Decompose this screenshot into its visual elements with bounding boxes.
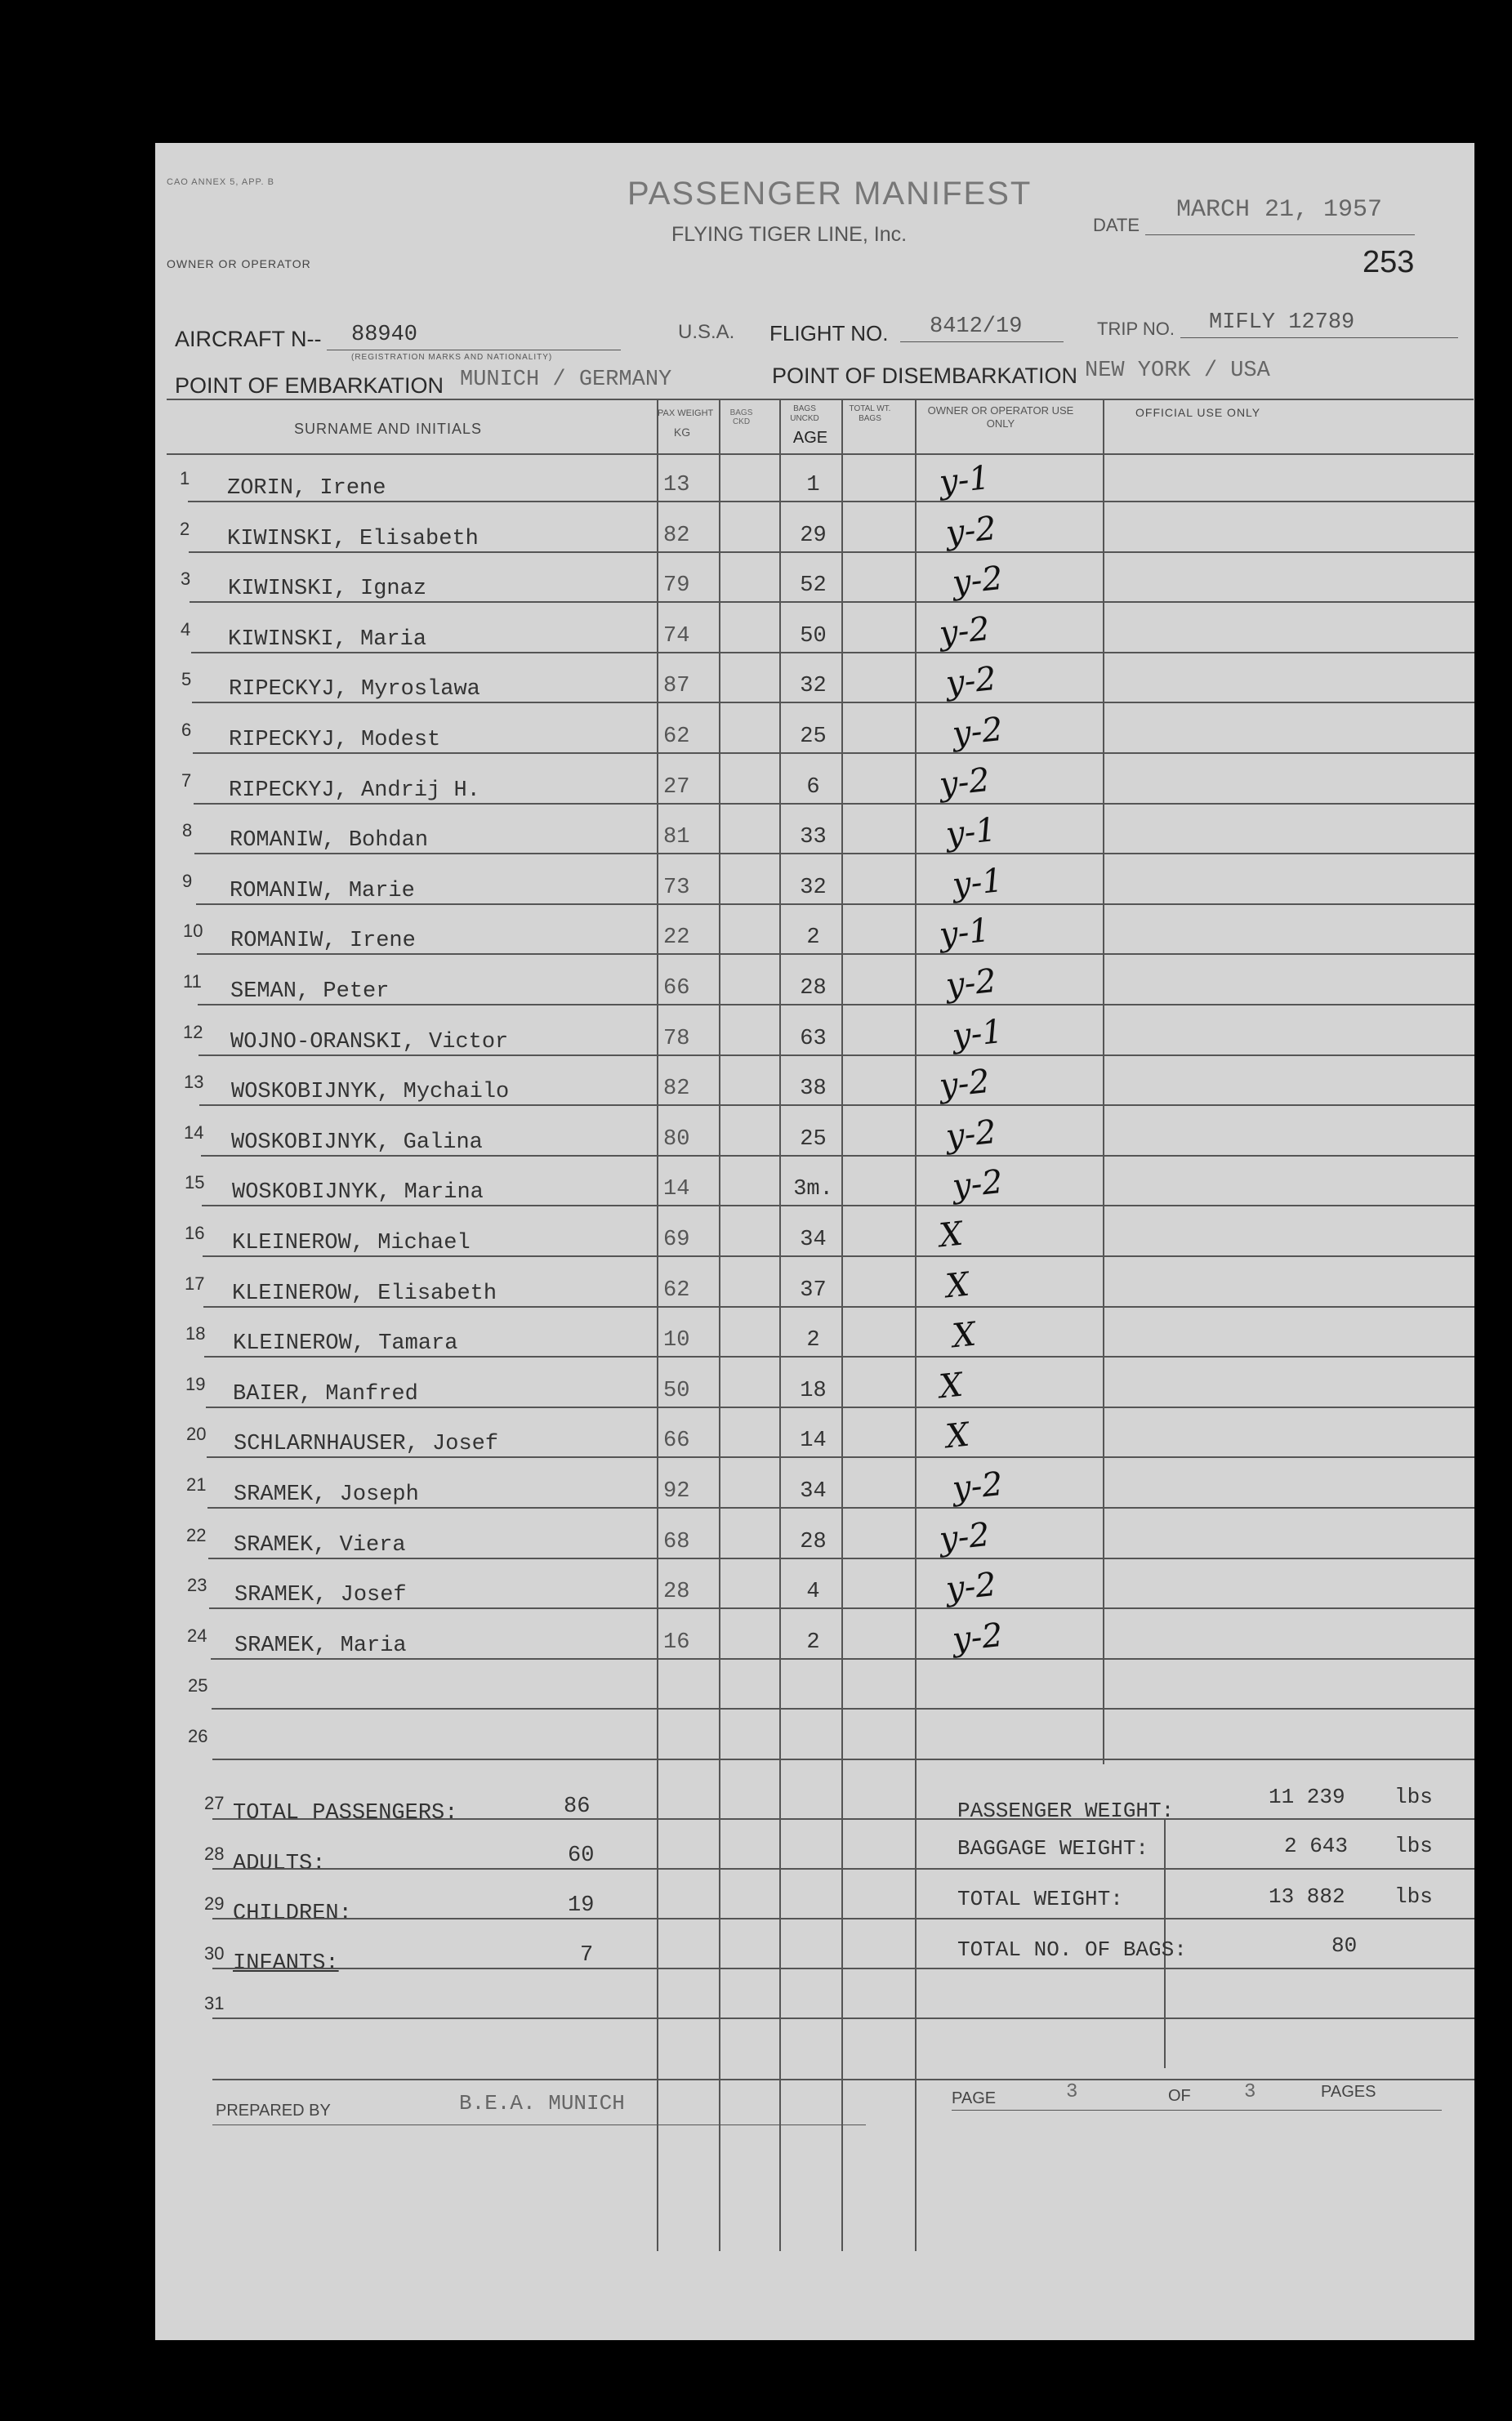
date-label: DATE [1093, 215, 1140, 235]
passenger-weight-unit: lbs [1394, 1785, 1433, 1809]
baggage-weight-unit: lbs [1394, 1834, 1433, 1858]
row-number: 21 [186, 1474, 207, 1495]
handwritten-check: y-2 [950, 1162, 1005, 1206]
passenger-name: WOSKOBIJNYK, Mychailo [231, 1080, 510, 1104]
row-number: 19 [185, 1374, 206, 1394]
passenger-name: KIWINSKI, Ignaz [228, 577, 427, 601]
passenger-age: 32 [800, 674, 827, 698]
row-number: 8 [182, 820, 193, 840]
passenger-weight: 87 [663, 674, 690, 698]
passenger-age: 28 [800, 1530, 827, 1554]
embarkation-value: MUNICH / GERMANY [460, 368, 672, 392]
passenger-name: KLEINEROW, Elisabeth [232, 1282, 497, 1306]
passenger-name: SRAMEK, Maria [234, 1634, 407, 1658]
total-passengers-value: 86 [564, 1795, 591, 1819]
passenger-age: 63 [800, 1027, 827, 1051]
manifest-page [155, 143, 1474, 2340]
total-weight-unit: lbs [1394, 1884, 1433, 1909]
passenger-name: ZORIN, Irene [227, 476, 386, 501]
passenger-age: 52 [800, 573, 827, 598]
handwritten-check: y-2 [950, 1616, 1005, 1660]
row-number: 6 [181, 720, 192, 740]
row-number: 29 [204, 1893, 225, 1914]
flight-number: 8412/19 [930, 314, 1023, 339]
passenger-age: 2 [806, 1630, 820, 1655]
disembarkation-value: NEW YORK / USA [1085, 359, 1270, 383]
passenger-weight: 66 [663, 1429, 690, 1453]
passenger-weight: 78 [663, 1027, 690, 1051]
passenger-age: 33 [800, 825, 827, 849]
handwritten-check: y-2 [937, 760, 992, 805]
handwritten-check: y-1 [937, 911, 992, 955]
passenger-name: SEMAN, Peter [230, 979, 390, 1004]
passenger-weight: 50 [663, 1379, 690, 1403]
row-number: 22 [186, 1525, 207, 1545]
page-number: 253 [1363, 245, 1415, 279]
passenger-weight: 16 [663, 1630, 690, 1655]
handwritten-check: y-1 [950, 861, 1005, 905]
children-label: CHILDREN: [233, 1902, 352, 1926]
row-number: 11 [183, 971, 202, 992]
row-number: 24 [187, 1625, 207, 1646]
passenger-age: 3m. [793, 1177, 833, 1202]
passenger-weight: 79 [663, 573, 690, 598]
passenger-name: WOSKOBIJNYK, Marina [232, 1180, 484, 1205]
passenger-name: WOJNO-ORANSKI, Victor [230, 1030, 509, 1054]
row-number: 9 [182, 871, 193, 891]
handwritten-check: y-2 [950, 559, 1005, 603]
handwritten-check: y-2 [937, 1062, 992, 1106]
handwritten-check: y-1 [937, 458, 992, 502]
row-number: 18 [185, 1323, 206, 1344]
col-owner-use: OWNER OR OPERATOR USE ONLY [927, 404, 1074, 430]
row-number: 14 [184, 1122, 204, 1143]
passenger-age: 14 [800, 1429, 827, 1453]
handwritten-check: y-2 [943, 1112, 998, 1157]
col-pax-weight-unit: KG [673, 426, 691, 439]
passenger-name: SRAMEK, Joseph [234, 1482, 419, 1507]
row-number: 28 [204, 1844, 225, 1864]
col-official-use: OFFICIAL USE ONLY [1135, 406, 1261, 419]
total-weight-label: TOTAL WEIGHT: [957, 1887, 1123, 1911]
infants-label: INFANTS: [233, 1951, 339, 1976]
passenger-weight: 73 [663, 876, 690, 900]
total-bags-value: 80 [1331, 1933, 1358, 1958]
handwritten-check: y-2 [943, 1565, 998, 1609]
embarkation-label: POINT OF EMBARKATION [175, 373, 444, 398]
handwritten-check: X [950, 1315, 978, 1356]
passenger-weight: 14 [663, 1177, 690, 1202]
passenger-weight: 82 [663, 524, 690, 548]
passenger-name: RIPECKYJ, Andrij H. [229, 778, 480, 803]
passenger-age: 2 [806, 1328, 820, 1353]
handwritten-check: y-2 [943, 659, 998, 703]
total-bags-label: TOTAL NO. OF BAGS: [957, 1937, 1187, 1962]
passenger-age: 25 [800, 725, 827, 749]
registration-note: (REGISTRATION MARKS AND NATIONALITY) [351, 353, 553, 362]
passenger-weight: 27 [663, 775, 690, 800]
row-number: 2 [180, 519, 190, 539]
col-surname: SURNAME AND INITIALS [294, 421, 483, 437]
handwritten-check: y-1 [950, 1012, 1005, 1056]
passenger-age: 37 [800, 1278, 827, 1303]
col-bags-ckd: BAGS CKD [729, 408, 753, 426]
passenger-age: 6 [806, 775, 820, 800]
usa-label: U.S.A. [678, 321, 735, 343]
passenger-age: 34 [800, 1479, 827, 1504]
passenger-age: 32 [800, 876, 827, 900]
passenger-name: KLEINEROW, Michael [232, 1231, 471, 1255]
row-number: 1 [180, 468, 190, 488]
handwritten-check: y-2 [943, 509, 998, 553]
handwritten-check: y-2 [937, 609, 992, 653]
col-age: AGE [792, 429, 828, 447]
passenger-name: KLEINEROW, Tamara [233, 1331, 458, 1356]
trip-number: MIFLY 12789 [1209, 310, 1355, 335]
handwritten-check: y-1 [943, 810, 998, 854]
row-number: 16 [185, 1223, 205, 1243]
aircraft-label: AIRCRAFT N-- [175, 327, 322, 351]
baggage-weight-value: 2 643 [1284, 1834, 1349, 1858]
passenger-weight: 10 [663, 1328, 690, 1353]
handwritten-check: X [943, 1416, 971, 1456]
page-total: 3 [1244, 2081, 1256, 2103]
passenger-weight: 62 [663, 1278, 690, 1303]
page-current: 3 [1066, 2081, 1078, 2103]
row-number: 31 [204, 1993, 225, 2013]
total-weight-value: 13 882 [1269, 1884, 1345, 1909]
passenger-weight: 28 [663, 1580, 690, 1604]
passenger-name: SRAMEK, Viera [234, 1533, 406, 1558]
passenger-weight: 68 [663, 1530, 690, 1554]
passenger-weight: 22 [663, 925, 690, 950]
passenger-age: 38 [800, 1077, 827, 1101]
passenger-weight: 82 [663, 1077, 690, 1101]
row-number: 12 [183, 1022, 203, 1042]
passenger-age: 1 [806, 473, 820, 497]
total-passengers-label: TOTAL PASSENGERS: [233, 1801, 458, 1826]
passenger-name: SCHLARNHAUSER, Josef [234, 1432, 499, 1456]
passenger-name: RIPECKYJ, Myroslawa [229, 677, 480, 702]
passenger-age: 18 [800, 1379, 827, 1403]
passenger-name: SRAMEK, Josef [234, 1583, 407, 1607]
col-pax-weight: PAX WEIGHT [658, 408, 714, 418]
col-total-wt-bags: TOTAL WT. BAGS [849, 404, 891, 423]
passenger-weight: 66 [663, 976, 690, 1001]
adults-label: ADULTS: [233, 1852, 326, 1876]
disembarkation-label: POINT OF DISEMBARKATION [772, 363, 1078, 388]
passenger-name: ROMANIW, Irene [230, 929, 416, 953]
passenger-name: BAIER, Manfred [233, 1382, 418, 1407]
page-label: PAGE [952, 2089, 997, 2107]
owner-operator-label: OWNER OR OPERATOR [167, 257, 311, 270]
row-number: 4 [181, 619, 191, 640]
passenger-name: WOSKOBIJNYK, Galina [231, 1130, 483, 1155]
passenger-weight: 80 [663, 1127, 690, 1152]
annex-note: CAO ANNEX 5, APP. B [167, 177, 274, 187]
row-number: 25 [188, 1675, 208, 1696]
prepared-by-label: PREPARED BY [216, 2102, 331, 2120]
form-title: PASSENGER MANIFEST [627, 176, 1033, 212]
passenger-weight: 62 [663, 725, 690, 749]
aircraft-number: 88940 [351, 323, 418, 347]
row-number: 10 [183, 921, 203, 941]
infants-value: 7 [580, 1943, 594, 1968]
passenger-age: 29 [800, 524, 827, 548]
flight-label: FLIGHT NO. [769, 321, 889, 346]
passenger-weight: 81 [663, 825, 690, 849]
passenger-name: ROMANIW, Marie [230, 879, 415, 903]
handwritten-check: y-2 [943, 961, 998, 1005]
passenger-name: ROMANIW, Bohdan [230, 828, 429, 853]
passenger-weight-value: 11 239 [1269, 1785, 1345, 1809]
passenger-age: 4 [806, 1580, 820, 1604]
handwritten-check: y-2 [950, 1465, 1005, 1509]
passenger-age: 34 [800, 1228, 827, 1252]
row-number: 3 [181, 568, 191, 589]
row-number: 20 [186, 1424, 207, 1444]
passenger-weight: 69 [663, 1228, 690, 1252]
row-number: 13 [184, 1072, 204, 1092]
passenger-name: KIWINSKI, Maria [228, 627, 427, 652]
children-value: 19 [568, 1893, 595, 1918]
passenger-name: KIWINSKI, Elisabeth [227, 527, 479, 551]
pages-label: PAGES [1321, 2083, 1376, 2101]
row-number: 27 [204, 1793, 225, 1813]
passenger-age: 28 [800, 976, 827, 1001]
date-value: MARCH 21, 1957 [1176, 196, 1383, 224]
col-bags-unckd: BAGS UNCKD [790, 404, 819, 423]
baggage-weight-label: BAGGAGE WEIGHT: [957, 1836, 1149, 1861]
passenger-age: 50 [800, 624, 827, 649]
row-number: 7 [181, 770, 192, 791]
passenger-weight-label: PASSENGER WEIGHT: [957, 1799, 1175, 1823]
trip-label: TRIP NO. [1097, 319, 1175, 339]
handwritten-check: X [937, 1215, 965, 1255]
handwritten-check: y-2 [937, 1515, 992, 1559]
row-number: 26 [188, 1726, 208, 1746]
handwritten-check: X [937, 1366, 965, 1407]
row-number: 30 [204, 1943, 225, 1964]
handwritten-check: y-2 [950, 710, 1005, 754]
handwritten-check: X [943, 1265, 971, 1306]
row-number: 15 [185, 1172, 205, 1193]
row-number: 5 [181, 669, 192, 689]
adults-value: 60 [568, 1844, 595, 1868]
passenger-age: 25 [800, 1127, 827, 1152]
passenger-weight: 74 [663, 624, 690, 649]
passenger-weight: 92 [663, 1479, 690, 1504]
row-number: 23 [187, 1575, 207, 1595]
passenger-name: RIPECKYJ, Modest [229, 728, 441, 752]
of-label: OF [1168, 2087, 1191, 2105]
airline-name: FLYING TIGER LINE, Inc. [671, 223, 908, 246]
row-number: 17 [185, 1273, 205, 1294]
prepared-by-value: B.E.A. MUNICH [459, 2091, 625, 2116]
passenger-weight: 13 [663, 473, 690, 497]
passenger-age: 2 [806, 925, 820, 950]
